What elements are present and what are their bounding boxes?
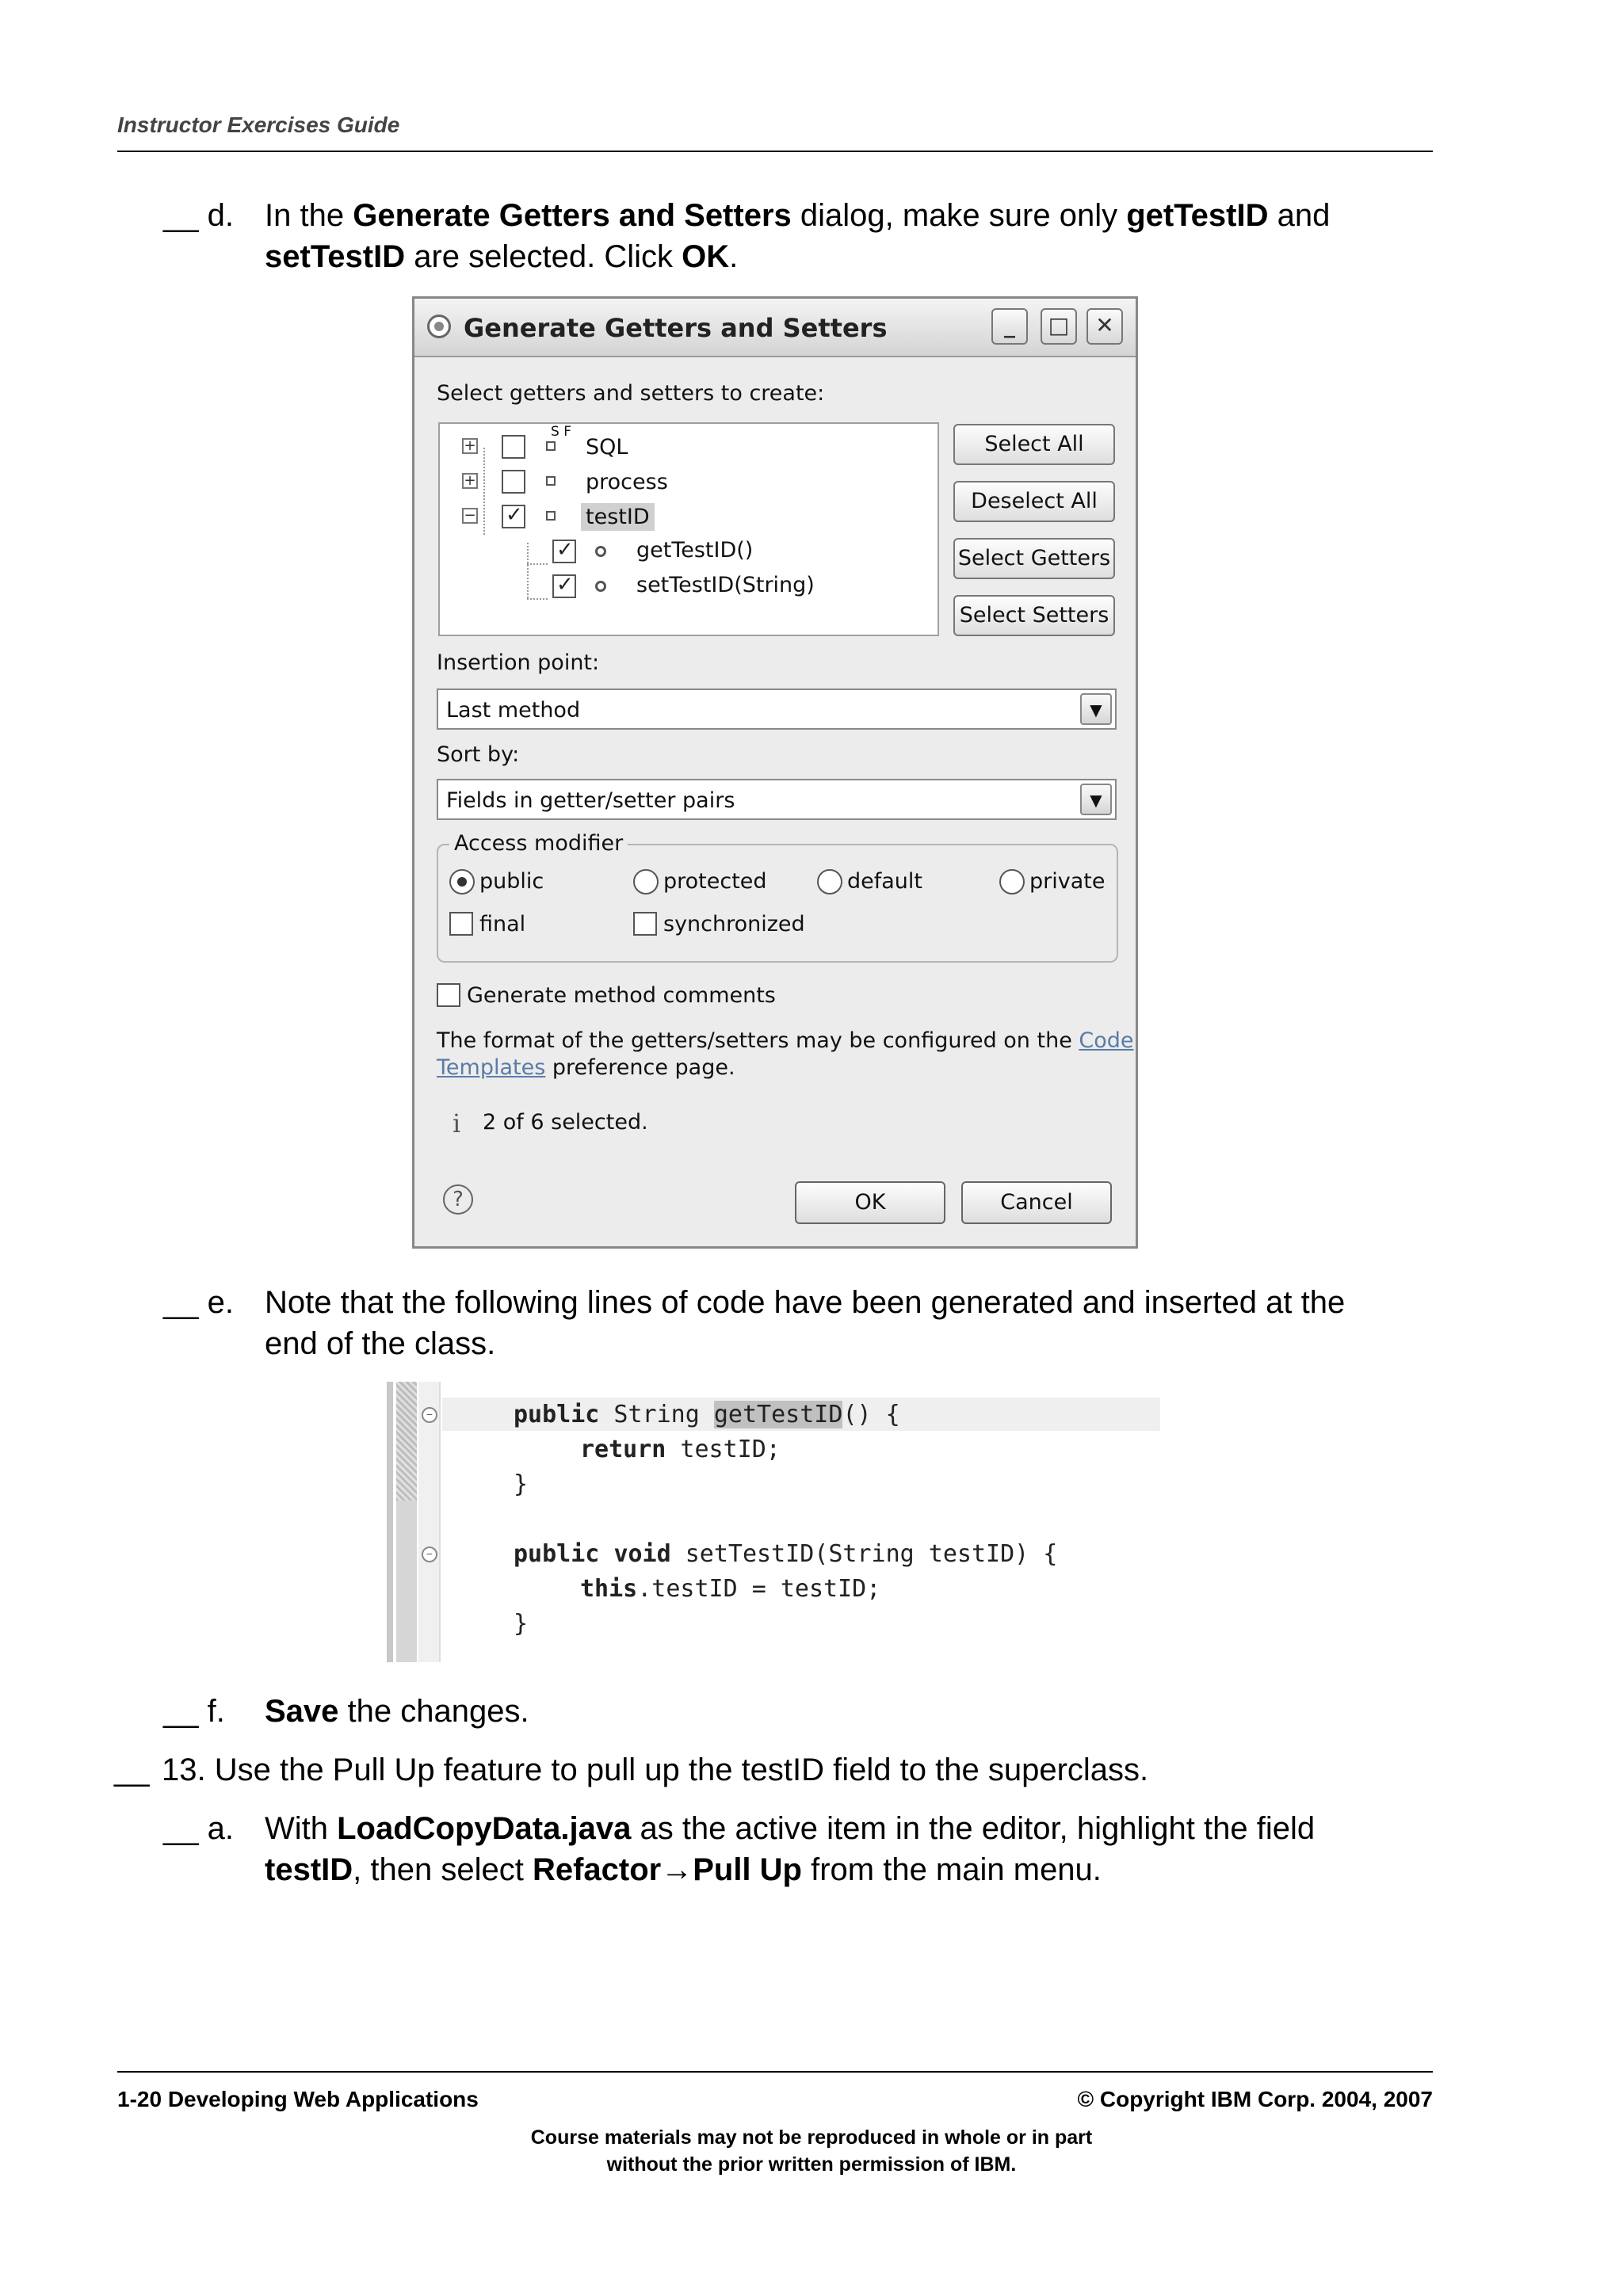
- step-e: [163, 1282, 1431, 1369]
- access-modifier-group: [437, 831, 1118, 963]
- footer-page-label: 1-20 Developing Web Applications: [117, 2087, 479, 2111]
- tree-item-sql[interactable]: SQL: [586, 435, 628, 460]
- select-getters-button[interactable]: Select Getters: [953, 538, 1115, 579]
- footer-notice-line1: Course materials may not be reproduced in whole or in part: [530, 2126, 1093, 2149]
- step-a-line1: With LoadCopyData.java as the active item in the editor, highlight the field: [265, 1811, 1316, 1846]
- synchronized-label[interactable]: synchronized: [663, 912, 805, 936]
- tree-line: [483, 448, 485, 535]
- step-e-line1: Note that the following lines of code have been generated and inserted at the: [265, 1285, 1346, 1320]
- sort-by-select[interactable]: [437, 779, 1117, 820]
- tree-item-process[interactable]: process: [586, 470, 668, 494]
- cancel-button[interactable]: Cancel: [961, 1181, 1112, 1224]
- field-icon: [546, 441, 556, 451]
- help-icon[interactable]: ?: [443, 1184, 473, 1215]
- deselect-all-button[interactable]: Deselect All: [953, 481, 1115, 522]
- radio-private[interactable]: [999, 869, 1025, 894]
- sql-checkbox[interactable]: [502, 435, 525, 459]
- dialog-title: Generate Getters and Setters: [464, 313, 888, 343]
- editor-ruler: [418, 1382, 441, 1662]
- field-icon: [546, 476, 556, 486]
- step-f: [163, 1691, 1431, 1735]
- step-13-text: 13. Use the Pull Up feature to pull up the testID field to the superclass.: [162, 1753, 1149, 1787]
- chevron-down-icon[interactable]: ▼: [1080, 693, 1112, 725]
- code-line: public void setTestID(String testID) {: [514, 1540, 1058, 1568]
- fold-icon[interactable]: −: [422, 1407, 437, 1423]
- process-checkbox[interactable]: [502, 470, 525, 494]
- radio-default-label[interactable]: default: [847, 869, 923, 894]
- footer-rule: [117, 2071, 1433, 2073]
- editor-gutter: [387, 1382, 393, 1662]
- step-a-marker: __ a.: [163, 1811, 234, 1846]
- code-line: return testID;: [580, 1436, 781, 1463]
- editor-gutter: [396, 1501, 417, 1662]
- step-d: [163, 195, 1431, 282]
- field-icon: [546, 511, 556, 521]
- radio-public[interactable]: [449, 869, 475, 894]
- collapse-icon[interactable]: −: [462, 508, 478, 524]
- generate-getters-setters-dialog: [412, 296, 1138, 1249]
- close-icon[interactable]: ✕: [1086, 308, 1123, 345]
- info-icon: i: [453, 1108, 461, 1138]
- step-13: [114, 1749, 1430, 1794]
- eclipse-icon: [427, 315, 451, 338]
- gettestid-checkbox[interactable]: [552, 540, 576, 563]
- radio-protected[interactable]: [633, 869, 659, 894]
- chevron-down-icon[interactable]: ▼: [1080, 784, 1112, 815]
- tree-item-testid[interactable]: testID: [581, 503, 655, 531]
- expand-icon[interactable]: +: [462, 438, 478, 454]
- method-comments-label[interactable]: Generate method comments: [467, 983, 776, 1008]
- tree-line: [527, 598, 548, 600]
- fold-icon[interactable]: −: [422, 1547, 437, 1562]
- footer-notice-line2: without the prior written permission of IBM.: [606, 2153, 1017, 2176]
- insertion-value: Last method: [446, 698, 581, 723]
- step-f-marker: __ f.: [163, 1694, 225, 1729]
- final-label[interactable]: final: [479, 912, 526, 936]
- code-templates-link[interactable]: Templates: [437, 1055, 546, 1080]
- dialog-titlebar: [414, 299, 1136, 357]
- maximize-icon[interactable]: □: [1041, 308, 1077, 345]
- running-header: Instructor Exercises Guide: [117, 113, 400, 137]
- synchronized-checkbox[interactable]: [633, 912, 657, 936]
- format-note: The format of the getters/setters may be configured on the Code Templates preference page.: [437, 1028, 1134, 1080]
- code-line: public String getTestID() {: [514, 1401, 900, 1428]
- method-icon: [595, 581, 606, 592]
- select-all-button[interactable]: Select All: [953, 424, 1115, 465]
- code-line: this.testID = testID;: [580, 1575, 881, 1603]
- tree-line: [527, 563, 548, 565]
- ok-button[interactable]: OK: [795, 1181, 945, 1224]
- method-comments-checkbox[interactable]: [437, 983, 460, 1007]
- tree-line: [527, 543, 529, 598]
- minimize-icon[interactable]: _: [991, 308, 1028, 345]
- code-line: }: [514, 1610, 529, 1638]
- select-label: Select getters and setters to create:: [437, 381, 825, 406]
- radio-private-label[interactable]: private: [1029, 869, 1106, 894]
- arrow-icon: →: [661, 1852, 693, 1887]
- selection-status: 2 of 6 selected.: [483, 1110, 648, 1135]
- step-d-line1: In the Generate Getters and Setters dialog, make sure only getTestID and: [265, 198, 1331, 233]
- step-d-line2: setTestID are selected. Click OK.: [265, 239, 739, 274]
- select-setters-button[interactable]: Select Setters: [953, 595, 1115, 636]
- step-e-line2: end of the class.: [265, 1326, 496, 1361]
- code-line: }: [514, 1470, 529, 1498]
- tree-item-settestid[interactable]: setTestID(String): [636, 573, 815, 597]
- footer-copyright: © Copyright IBM Corp. 2004, 2007: [1077, 2087, 1433, 2111]
- radio-default[interactable]: [817, 869, 842, 894]
- testid-checkbox[interactable]: [502, 505, 525, 528]
- selected-text: getTestID: [713, 1401, 843, 1428]
- final-checkbox[interactable]: [449, 912, 473, 936]
- method-icon: [595, 546, 606, 557]
- code-templates-link[interactable]: Code: [1079, 1028, 1134, 1053]
- step-f-text: Save the changes.: [265, 1694, 529, 1729]
- static-final-badge: S F: [551, 424, 571, 440]
- step-e-marker: __ e.: [163, 1285, 234, 1320]
- radio-protected-label[interactable]: protected: [663, 869, 767, 894]
- settestid-checkbox[interactable]: [552, 574, 576, 598]
- step-d-marker: __ d.: [163, 198, 234, 233]
- step-a-line2: testID, then select Refactor→Pull Up from the main menu.: [265, 1852, 1102, 1887]
- code-snippet: [387, 1382, 1165, 1662]
- members-tree[interactable]: [438, 422, 939, 636]
- insertion-label: Insertion point:: [437, 650, 600, 675]
- expand-icon[interactable]: +: [462, 473, 478, 489]
- sort-value: Fields in getter/setter pairs: [446, 788, 735, 813]
- tree-item-gettestid[interactable]: getTestID(): [636, 538, 754, 563]
- radio-public-label[interactable]: public: [479, 869, 544, 894]
- header-rule: [117, 151, 1433, 152]
- step-13-marker: __: [114, 1753, 150, 1787]
- insertion-point-select[interactable]: [437, 688, 1117, 730]
- access-group-label: Access modifier: [449, 831, 628, 856]
- sort-label: Sort by:: [437, 742, 520, 767]
- step-a: [163, 1808, 1431, 1895]
